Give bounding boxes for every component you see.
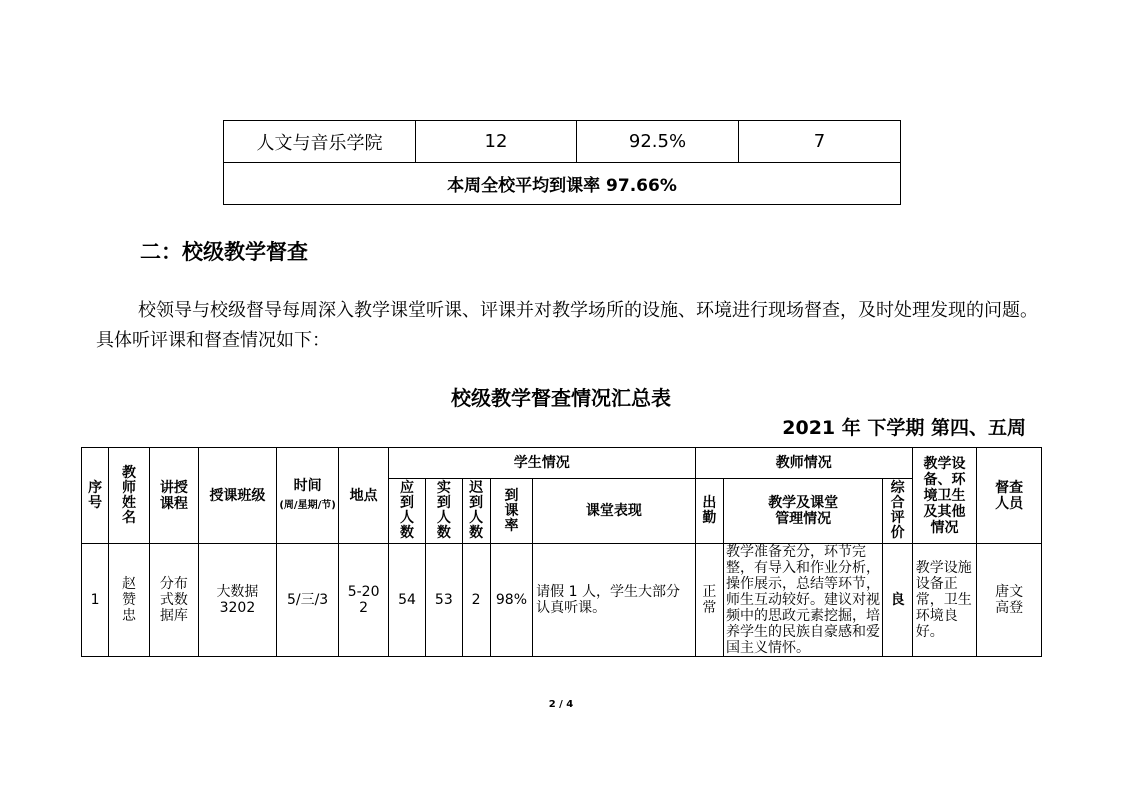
header-environment [912,448,977,544]
header-expected-text: 应到人数 [400,480,414,541]
header-actual-text: 实到人数 [436,480,451,541]
header-actual [426,479,462,544]
header-attendance-text: 出勤 [702,495,717,526]
row-location-text: 5-202 [347,584,380,616]
row-teacher-text: 赵赞忠 [121,576,136,624]
row-attendance-text: 正常 [702,584,717,616]
intro-paragraph: 校领导与校级督导每周深入教学课堂听课、评课并对教学场所的设施、环境进行现场督查，及时处理发现的问题。具体听评课和督查情况如下： [96,300,1038,351]
row-expected: 54 [388,544,425,657]
header-supervisor-text: 督查人员 [995,479,1024,512]
row-actual: 53 [426,544,462,657]
other-cell: 7 [739,121,901,163]
header-evaluation-text: 综合评价 [890,480,905,541]
header-rate-text: 到课率 [504,487,519,534]
header-class: 授课班级 [199,448,277,544]
average-row [224,163,901,205]
row-time: 5/三/3 [276,544,339,657]
attendance-table [223,120,901,205]
table-row [224,121,901,163]
header-late [462,479,490,544]
row-class-text: 大数据3202 [216,584,259,616]
row-rate: 98% [490,544,532,657]
row-evaluation: 良 [883,544,912,657]
row-late: 2 [462,544,490,657]
row-course-text: 分布式数据库 [159,576,188,624]
college-cell: 人文与音乐学院 [224,121,416,163]
header-evaluation [883,479,912,544]
count-cell: 12 [416,121,577,163]
row-management: 教学准备充分，环节完整，有导入和作业分析，操作展示，总结等环节，师生互动较好。建议对视频中的思政元素挖掘，培养学生的民族自豪感和爱国主义情怀。 [723,544,882,657]
header-teacher-situation: 教师情况 [695,448,912,479]
header-student-situation: 学生情况 [388,448,695,479]
row-attendance [695,544,723,657]
header-row-1 [82,448,1042,479]
row-teacher [109,544,149,657]
table-row [82,544,1042,657]
row-performance: 请假 1 人，学生大部分认真听课。 [533,544,696,657]
header-time-text: 时间 [293,477,322,494]
row-class [199,544,277,657]
row-course [149,544,198,657]
header-time [276,448,339,544]
header-course-text: 讲授课程 [159,479,188,512]
page-number: 2 / 4 [548,699,574,710]
header-management-text: 教学及课堂管理情况 [768,495,839,527]
header-late-text: 迟到人数 [469,480,484,541]
header-management [723,479,882,544]
row-seq: 1 [82,544,109,657]
header-rate [490,479,532,544]
table-title: 校级教学督查情况汇总表 [451,386,671,410]
section-heading: 二：校级教学督查 [140,240,308,264]
header-expected [388,479,425,544]
header-attendance [695,479,723,544]
supervision-table [81,447,1042,657]
header-teacher-name [109,448,149,544]
header-teacher-name-text: 教师姓名 [121,464,136,526]
header-time-sub: (周/星期/节) [279,499,336,511]
header-seq [82,448,109,544]
header-supervisor [977,448,1042,544]
row-location [339,544,388,657]
header-performance: 课堂表现 [533,479,696,544]
row-supervisor [977,544,1042,657]
row-supervisor-text: 唐文高登 [995,584,1024,616]
row-environment: 教学设施设备正常，卫生环境良好。 [912,544,977,657]
average-rate: 本周全校平均到课率 97.66% [224,163,901,205]
header-course [149,448,198,544]
header-seq-text: 序号 [88,479,103,511]
rate-cell: 92.5% [577,121,739,163]
header-environment-text: 教学设备、环境卫生及其他情况 [923,455,966,536]
header-location: 地点 [339,448,388,544]
term-line: 2021 年 下学期 第四、五周 [782,417,1026,439]
